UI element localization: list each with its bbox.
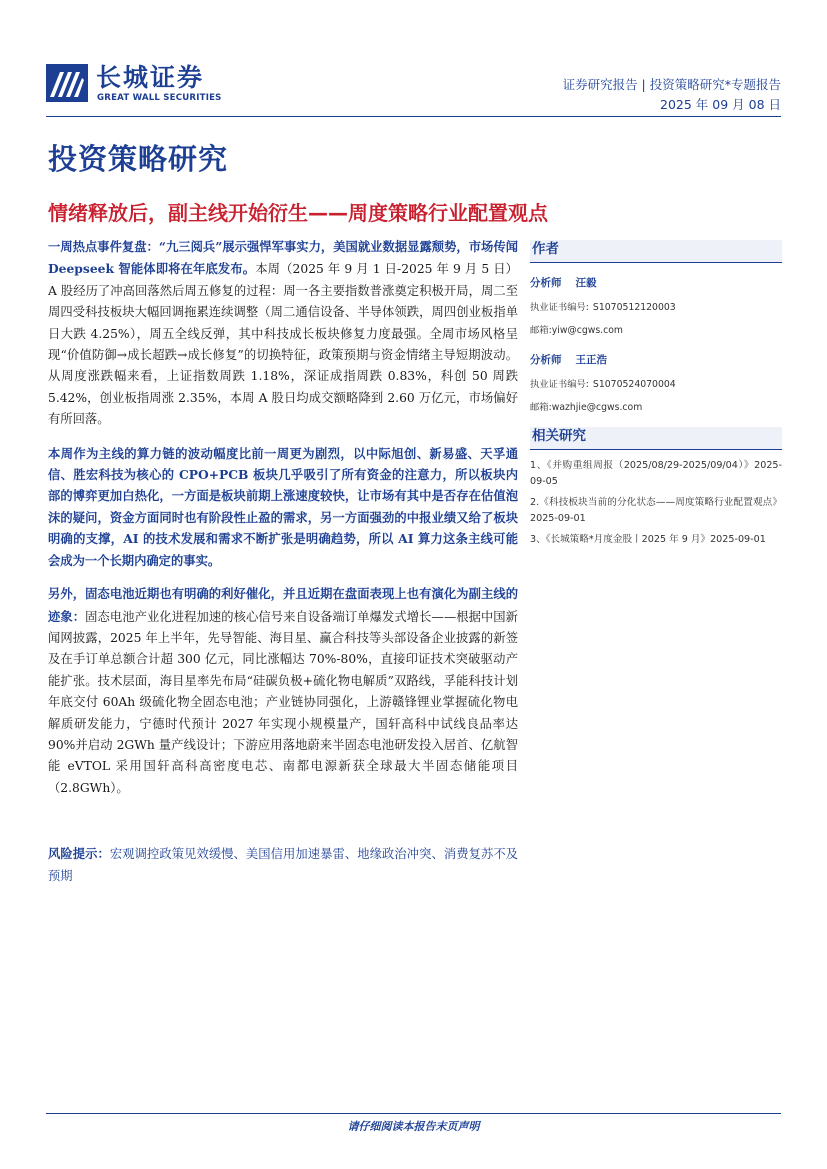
- paragraph-lead: 一周热点事件复盘：“九三阅兵”展示强悍军事实力，美国就业数据显露颓势，市场传闻 Deepseek 智能体即将在年底发布。: [48, 239, 518, 277]
- header-divider: [46, 116, 781, 117]
- risk-label: 风险提示：: [48, 846, 110, 862]
- analyst-role: 分析师: [530, 277, 562, 289]
- header-meta: [563, 75, 781, 115]
- company-logo-icon: [46, 64, 88, 102]
- paragraph-computing-chain: 本周作为主线的算力链的波动幅度比前一周更为剧烈，以中际旭创、新易盛、天孚通信、胜宏科技为核心的 CPO+PCB 板块几乎吸引了所有资金的注意力，所以板块内部的博弈更加白热化，一方面是板块前期上涨速度较快，让市场有其中是否存在估值泡沫的疑问，资金方面同时也有阶段性止盈的需求，另一方面强劲的中报业绩又给了板块明确的支撑，AI 的技术发展和需求不断扩张是明确趋势，所以 AI 算力这条主线可能会成为一个长期内确定的事实。: [48, 445, 518, 568]
- sidebar: [530, 240, 782, 553]
- logo-en-text: GREAT WALL SECURITIES: [97, 93, 222, 103]
- related-item[interactable]: 3、《长城策略*月度金股丨2025 年 9 月》2025-09-01: [530, 534, 766, 545]
- paragraph-weekly-review: [48, 236, 518, 431]
- footer-divider: [46, 1113, 781, 1114]
- paragraph-lead: 另外，固态电池近期也有明确的利好催化，并且近期在盘面表现上也有演化为副主线的迹象：: [48, 586, 518, 624]
- analyst-email: yiw@cgws.com: [551, 325, 623, 336]
- cert-number: S1070524070004: [592, 379, 676, 390]
- paragraph-text: 固态电池产业化进程加速的核心信号来自设备端订单爆发式增长——根据中国新闻网披露，2025 年上半年，先导智能、海目星、赢合科技等头部设备企业披露的新签及在手订单总额合计超 300 亿元，同比涨幅达 70%-80%，直接印证技术突破驱动产能扩张。技术层面，海目星率先布局“硅碳负极+硫化物电解质”双路线，孚能科技计划年底交付 60Ah 级硫化物全固态电池；产业链协同强化，上游赣锋锂业掌握硫化物电解质研发能力，宁德时代预计 2027 年实现小规模量产，国轩高科中试线良品率达 90%并启动 2GWh 量产线设计；下游应用落地蔚来半固态电池研发投入居首、亿航智能 eVTOL 采用国轩高科高密度电芯、南都电源新获全球最大半固态储能项目（2.8GWh）。: [48, 609, 518, 795]
- analyst-card: [530, 275, 782, 336]
- analyst-name: 汪毅: [575, 277, 597, 289]
- related-item[interactable]: 1、《并购重组周报（2025/08/29-2025/09/04）》2025-09-05: [530, 460, 782, 487]
- cert-number: S1070512120003: [592, 302, 676, 313]
- cert-label: 执业证书编号:: [530, 302, 589, 313]
- logo-cn-text: 长城证券: [96, 63, 205, 92]
- paragraph-solid-state-battery: [48, 583, 518, 799]
- report-category: 证券研究报告 | 投资策略研究*专题报告: [562, 77, 781, 92]
- footer-disclaimer: 请仔细阅读本报告末页声明: [347, 1120, 480, 1133]
- email-label: 邮箱:: [530, 325, 552, 336]
- related-item[interactable]: 2.《科技板块当前的分化状态——周度策略行业配置观点》2025-09-01: [530, 497, 782, 524]
- related-research-list: [530, 458, 782, 548]
- authors-header: 作者: [530, 240, 782, 263]
- risk-warning: [48, 843, 518, 887]
- cert-label: 执业证书编号:: [530, 379, 589, 390]
- related-research-header: 相关研究: [530, 427, 782, 450]
- report-date: 2025 年 09 月 08 日: [660, 97, 781, 112]
- report-title: 情绪释放后，副主线开始衍生——周度策略行业配置观点: [48, 201, 548, 225]
- analyst-role: 分析师: [530, 354, 562, 366]
- email-label: 邮箱:: [530, 402, 552, 413]
- report-type-heading: 投资策略研究: [48, 142, 229, 176]
- paragraph-text: 本周（2025 年 9 月 1 日-2025 年 9 月 5 日）A 股经历了冲高回落然后周五修复的过程：周一各主要指数普涨奠定积极开局，周二至周四受科技板块大幅回调拖累连续调整（周二通信设备、半导体领跌，周四创业板指单日大跌 4.25%），周五全线反弹，其中科技成长板块修复力度最强。全周市场风格呈现“价值防御→成长超跌→成长修复”的切换特征，政策预期与资金情绪主导短期波动。从周度涨跌幅来看，上证指数周跌 1.18%，深证成指周跌 0.83%，科创 50 周跌 5.42%，创业板指周涨 2.35%，本周 A 股日均成交额略降到 2.60 万亿元，市场偏好有所回落。: [48, 262, 518, 427]
- analyst-name: 王正浩: [575, 354, 607, 366]
- analyst-card: [530, 352, 782, 413]
- analyst-email: wazhjie@cgws.com: [551, 402, 643, 413]
- main-body: [48, 236, 518, 898]
- risk-text: 宏观调控政策见效缓慢、美国信用加速暴雷、地缘政治冲突、消费复苏不及预期: [48, 847, 518, 883]
